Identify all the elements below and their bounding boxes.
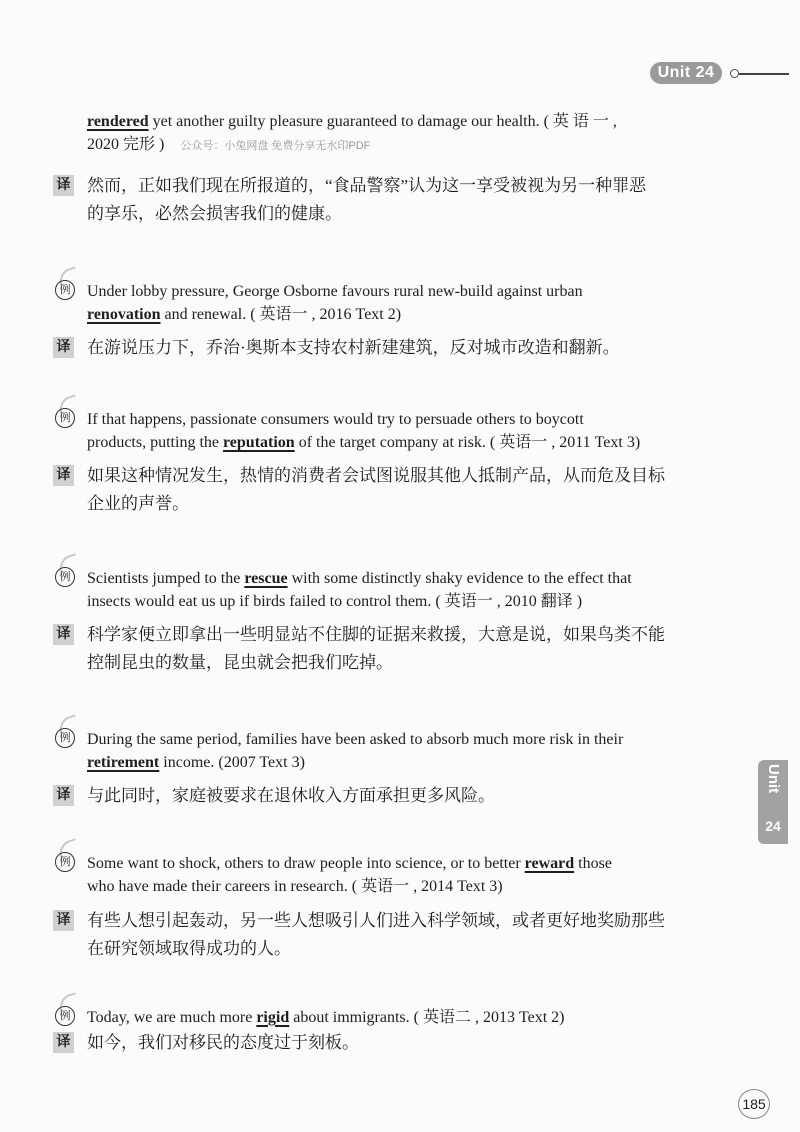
translation-line: [52, 200, 742, 228]
header-dot: [730, 69, 739, 78]
english-line: [52, 133, 742, 156]
translation-marker: 译: [53, 785, 74, 806]
translation-line: [52, 621, 742, 649]
english-line-text: [87, 110, 742, 133]
translation-line-text: 控制昆虫的数量，昆虫就会把我们吃掉。: [87, 653, 393, 672]
key-word: retirement: [87, 754, 160, 771]
sentence-text: During the same period, families have been asked to absorb much more risk in their: [87, 731, 624, 748]
example-marker-label: 例: [55, 1006, 75, 1026]
sentence-text: insects would eat us up if birds failed to control them. ( 英语一 , 2010 翻译 ): [87, 593, 583, 610]
side-tab: [758, 760, 788, 844]
translation-line-text: 如果这种情况发生，热情的消费者会试图说服其他人抵制产品，从而危及目标: [87, 466, 665, 485]
english-line: [52, 110, 742, 133]
translation-line: [52, 907, 742, 935]
sentence-text: who have made their careers in research. ( 英语一 , 2014 Text 3): [87, 878, 503, 895]
example-marker-label: 例: [55, 567, 75, 587]
key-word: renovation: [87, 306, 161, 323]
sentence-text: yet another guilty pleasure guaranteed to damage our health. ( 英 语 一 ,: [148, 113, 617, 130]
example-sentence: [52, 408, 742, 454]
english-line: [52, 1006, 742, 1029]
translation-line: [52, 935, 742, 963]
english-line-text: [87, 728, 742, 751]
english-line: [52, 303, 742, 326]
page-number: 185: [738, 1089, 770, 1119]
translation: [52, 907, 742, 963]
translation-line-text: 有些人想引起轰动，另一些人想吸引人们进入科学领域，或者更好地奖励那些: [87, 911, 665, 930]
translation-line-text: 的享乐，必然会损害我们的健康。: [87, 204, 342, 223]
english-line: [52, 431, 742, 454]
example-marker-label: 例: [55, 728, 75, 748]
example-marker-label: 例: [55, 852, 75, 872]
english-line: [52, 751, 742, 774]
sentence-text: products, putting the: [87, 434, 223, 451]
english-line: [52, 567, 742, 590]
translation-marker: 译: [53, 337, 74, 358]
key-word: reward: [524, 855, 575, 872]
example-sentence: [52, 852, 742, 898]
example-marker-label: 例: [55, 408, 75, 428]
sentence-text: Scientists jumped to the: [87, 570, 245, 587]
english-line-text: [87, 133, 742, 158]
translation: [52, 462, 742, 518]
side-tab-number: 24: [765, 818, 781, 834]
side-tab-word: Unit: [765, 764, 782, 794]
translation-marker: 译: [53, 624, 74, 645]
translation-line: [52, 782, 742, 810]
sentence-text: Under lobby pressure, George Osborne favours rural new-build against urban: [87, 283, 583, 300]
watermark-text: 公众号：小兔网盘 免费分享无水印PDF: [180, 140, 371, 152]
english-line-text: [87, 1006, 742, 1029]
unit-badge: Unit 24: [650, 62, 722, 84]
english-line: [52, 728, 742, 751]
key-word: reputation: [222, 434, 295, 451]
translation-line: [52, 462, 742, 490]
sentence-text: with some distinctly shaky evidence to the effect that: [287, 570, 632, 587]
english-line: [52, 590, 742, 613]
sentence-text: Today, we are much more: [87, 1009, 257, 1026]
english-line-text: [87, 567, 742, 590]
translation: [52, 1029, 742, 1057]
example-marker-label: 例: [55, 280, 75, 300]
english-line-text: [87, 280, 742, 303]
english-line: [52, 852, 742, 875]
sentence-text: and renewal. ( 英语一 , 2016 Text 2): [160, 306, 402, 323]
sentence-text: about immigrants. ( 英语二 , 2013 Text 2): [289, 1009, 565, 1026]
translation-line-text: 在研究领域取得成功的人。: [87, 939, 291, 958]
translation-line: [52, 1029, 742, 1057]
translation-line: [52, 649, 742, 677]
sentence-text: If that happens, passionate consumers would try to persuade others to boycott: [87, 411, 584, 428]
translation-line: [52, 490, 742, 518]
english-line-text: [87, 852, 742, 875]
english-line-text: [87, 408, 742, 431]
translation-line-text: 与此同时，家庭被要求在退休收入方面承担更多风险。: [87, 786, 495, 805]
example-sentence: [52, 1006, 742, 1029]
example-sentence: [52, 280, 742, 326]
sentence-text: income. (2007 Text 3): [159, 754, 305, 771]
english-line-text: [87, 875, 742, 898]
translation-marker: 译: [53, 910, 74, 931]
english-line: [52, 875, 742, 898]
translation-line: [52, 172, 742, 200]
sentence-text: of the target company at risk. ( 英语一 , 2011 Text 3): [294, 434, 641, 451]
translation-line: [52, 334, 742, 362]
header-line: [739, 73, 789, 75]
example-sentence: [52, 110, 742, 156]
english-line-text: [87, 590, 742, 613]
key-word: rendered: [87, 113, 149, 130]
sentence-text: those: [574, 855, 612, 872]
english-line-text: [87, 431, 742, 454]
translation: [52, 782, 742, 810]
translation-line-text: 然而，正如我们现在所报道的，“食品警察”认为这一享受被视为另一种罪恶: [87, 176, 647, 195]
translation-line-text: 企业的声誉。: [87, 494, 189, 513]
english-line-text: [87, 751, 742, 774]
example-sentence: [52, 567, 742, 613]
sentence-text: 2020 完形 ): [87, 136, 165, 153]
translation: [52, 621, 742, 677]
translation-marker: 译: [53, 1032, 74, 1053]
translation-line-text: 如今，我们对移民的态度过于刻板。: [87, 1033, 359, 1052]
english-line: [52, 408, 742, 431]
sentence-text: Some want to shock, others to draw people into science, or to better: [87, 855, 525, 872]
translation: [52, 334, 742, 362]
translation: [52, 172, 742, 228]
translation-line-text: 科学家便立即拿出一些明显站不住脚的证据来救援，大意是说，如果鸟类不能: [87, 625, 665, 644]
key-word: rescue: [244, 570, 288, 587]
key-word: rigid: [256, 1009, 290, 1026]
english-line: [52, 280, 742, 303]
translation-marker: 译: [53, 465, 74, 486]
example-sentence: [52, 728, 742, 774]
english-line-text: [87, 303, 742, 326]
translation-marker: 译: [53, 175, 74, 196]
translation-line-text: 在游说压力下，乔治·奥斯本支持农村新建建筑，反对城市改造和翻新。: [87, 338, 620, 357]
